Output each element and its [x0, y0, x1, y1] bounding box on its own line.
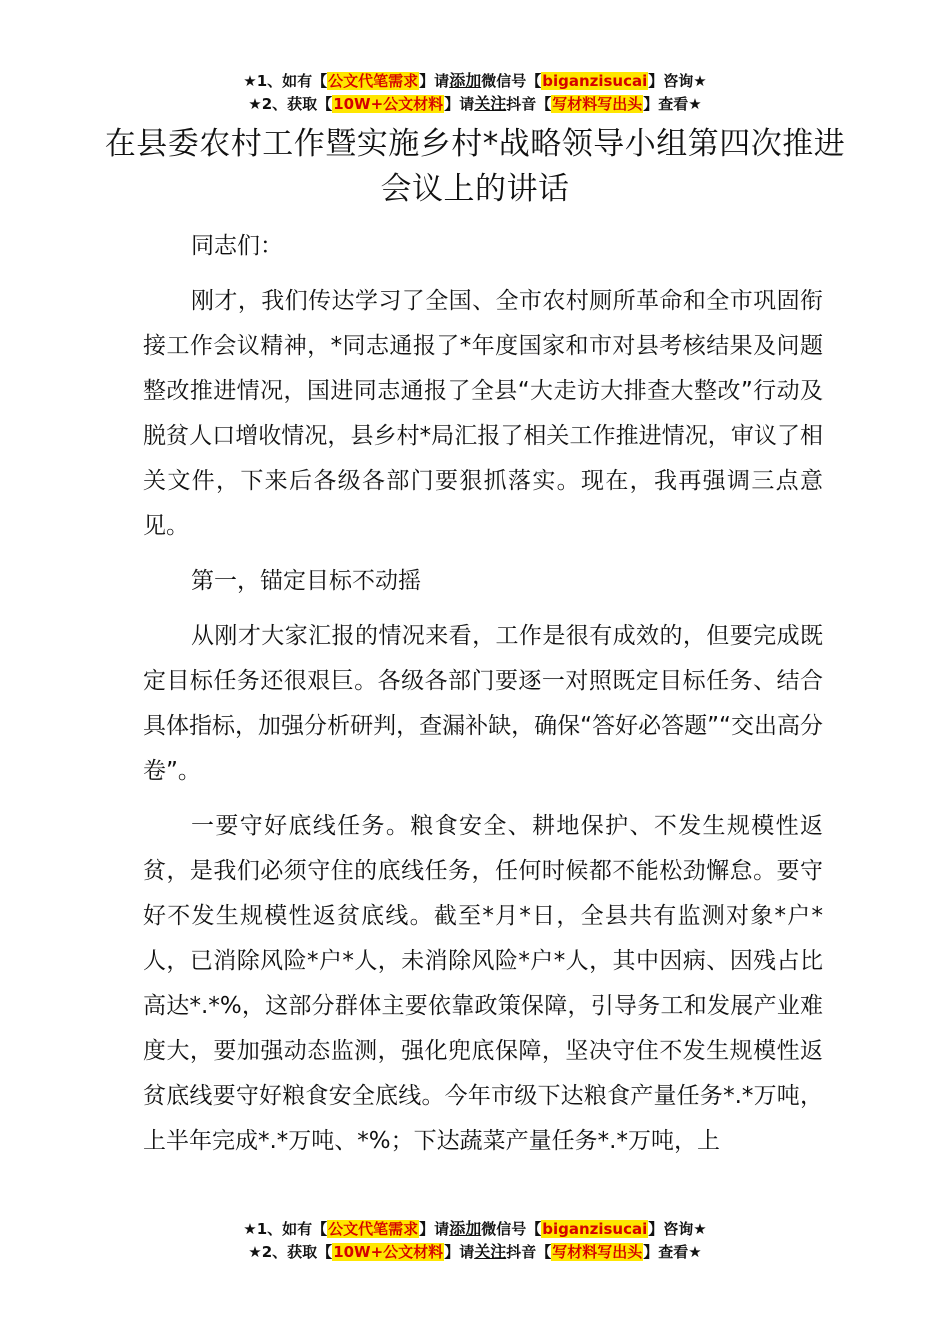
- promo-emphasis: 关注: [474, 1242, 507, 1261]
- promo-line-1: [0, 70, 950, 93]
- promo-text: 】查看★: [643, 1243, 702, 1261]
- promo-line-1: [0, 1218, 950, 1241]
- promo-banner-bottom: [0, 1218, 950, 1264]
- promo-text: 】请: [444, 95, 475, 113]
- document-body: [143, 224, 823, 1174]
- promo-text: 】咨询★: [648, 72, 707, 90]
- promo-highlight: 10W+公文材料: [333, 1243, 444, 1261]
- promo-text: 】请: [419, 72, 450, 90]
- paragraph-salutation: 同志们：: [191, 233, 283, 259]
- promo-text: ★1、如有【: [243, 1220, 328, 1238]
- promo-text: 微信号【: [481, 72, 542, 90]
- promo-highlight: 公文代笔需求: [328, 72, 419, 90]
- section-heading: 第一，锚定目标不动摇: [191, 568, 421, 594]
- promo-text: 】咨询★: [648, 1220, 707, 1238]
- promo-emphasis: 添加: [449, 71, 482, 90]
- promo-text: 抖音【: [506, 1243, 552, 1261]
- promo-highlight: 10W+公文材料: [333, 95, 444, 113]
- promo-text: ★2、获取【: [248, 1243, 333, 1261]
- paragraph: 一要守好底线任务。粮食安全、耕地保护、不发生规模性返贫，是我们必须守住的底线任务，任何时候都不能松劲懈怠。要守好不发生规模性返贫底线。截至*月*日，全县共有监测对象*户*人，已消除风险*户*人，未消除风险*户*人，其中因病、因残占比高达*.*%，这部分群体主要依靠政策保障，引导务工和发展产业难度大，要加强动态监测，强化兜底保障，坚决守住不发生规模性返贫底线要守好粮食安全底线。今年市级下达粮食产量任务*.*万吨，上半年完成*.*万吨、*%；下达蔬菜产量任务*.*万吨，上: [143, 813, 823, 1154]
- promo-text: ★2、获取【: [248, 95, 333, 113]
- promo-line-2: [0, 93, 950, 116]
- promo-banner-top: [0, 70, 950, 116]
- promo-highlight: 公文代笔需求: [328, 1220, 419, 1238]
- promo-highlight: 写材料写出头: [552, 95, 643, 113]
- promo-text: ★1、如有【: [243, 72, 328, 90]
- paragraph: 从刚才大家汇报的情况来看，工作是很有成效的，但要完成既定目标任务还很艰巨。各级各部门要逐一对照既定目标任务、结合具体指标，加强分析研判，查漏补缺，确保“答好必答题”“交出高分卷”。: [143, 623, 823, 784]
- promo-text: 】查看★: [643, 95, 702, 113]
- promo-highlight: biganzisucai: [542, 1220, 648, 1238]
- document-title: 在县委农村工作暨实施乡村*战略领导小组第四次推进会议上的讲话: [104, 126, 846, 207]
- promo-text: 】请: [419, 1220, 450, 1238]
- promo-line-2: [0, 1241, 950, 1264]
- promo-emphasis: 添加: [449, 1219, 482, 1238]
- promo-highlight: 写材料写出头: [552, 1243, 643, 1261]
- promo-text: 微信号【: [481, 1220, 542, 1238]
- promo-text: 】请: [444, 1243, 475, 1261]
- promo-emphasis: 关注: [474, 94, 507, 113]
- paragraph: 刚才，我们传达学习了全国、全市农村厕所革命和全市巩固衔接工作会议精神，*同志通报了*年度国家和市对县考核结果及问题整改推进情况，国进同志通报了全县“大走访大排查大整改”行动及脱贫人口增收情况，县乡村*局汇报了相关工作推进情况，审议了相关文件，下来后各级各部门要狠抓落实。现在，我再强调三点意见。: [143, 288, 823, 539]
- promo-highlight: biganzisucai: [542, 72, 648, 90]
- promo-text: 抖音【: [506, 95, 552, 113]
